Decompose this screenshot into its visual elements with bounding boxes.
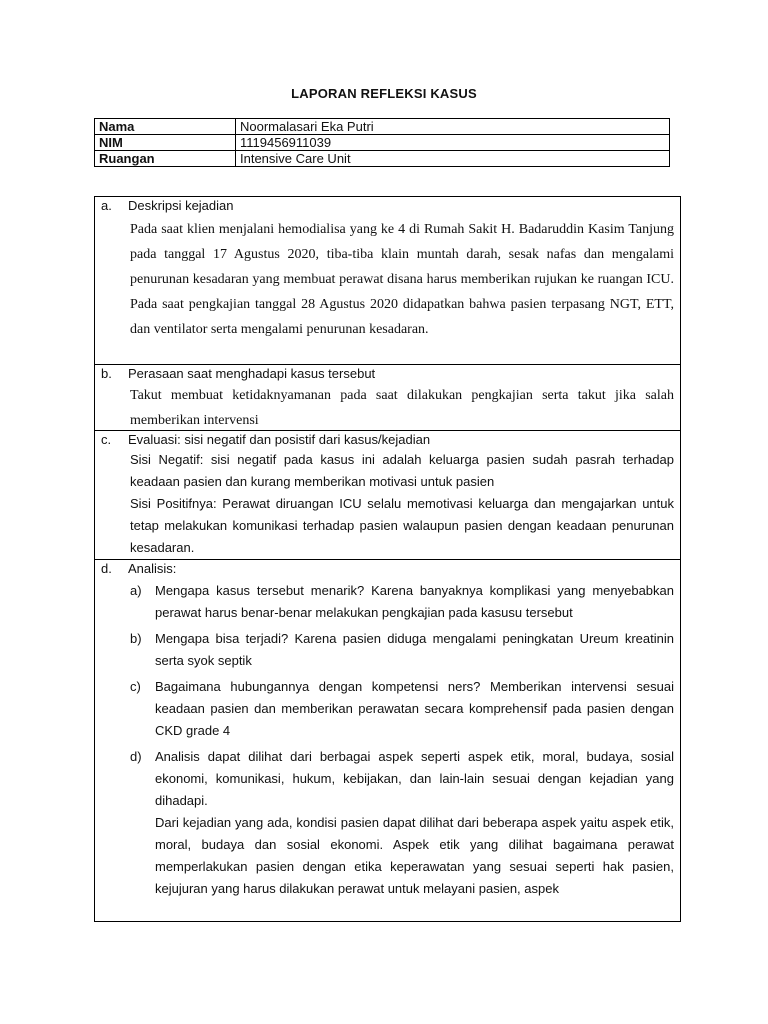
section-header — [95, 197, 680, 215]
negative-side-text: Sisi Negatif: sisi negatif pada kasus ini adalah keluarga pasien sudah pasrah terhadap keadaan pasien dan kurang memberikan motivasi untuk pasien — [130, 452, 674, 489]
list-item — [130, 746, 674, 900]
identity-key: Ruangan — [95, 151, 236, 167]
identity-key: Nama — [95, 119, 236, 135]
section-letter: b. — [101, 366, 112, 381]
identity-key: NIM — [95, 135, 236, 151]
list-marker: c) — [130, 679, 141, 694]
section-letter: a. — [101, 198, 112, 213]
section-evaluation — [95, 431, 680, 560]
list-marker: a) — [130, 583, 142, 598]
section-heading: Analisis: — [128, 561, 177, 576]
positive-side-text: Sisi Positifnya: Perawat diruangan ICU selalu memotivasi keluarga dan mengajarkan untuk tetap melakukan komunikasi terhadap pasien walaupun pasien dengan keadaan penurunan kesadaran. — [130, 496, 674, 555]
section-letter: c. — [101, 432, 112, 447]
section-header — [95, 365, 680, 383]
identity-value: 1119456911039 — [236, 135, 670, 151]
section-heading: Evaluasi: sisi negatif dan posistif dari kasus/kejadian — [128, 432, 431, 447]
section-description — [95, 197, 680, 365]
identity-value: Intensive Care Unit — [236, 151, 670, 167]
identity-table — [94, 118, 670, 167]
section-heading: Deskripsi kejadian — [128, 198, 234, 213]
list-item-text-continued: Dari kejadian yang ada, kondisi pasien dapat dilihat dari beberapa aspek yaitu aspek etik, moral, budaya dan sosial ekonomi. Aspek etik yang dilihat bagaimana perawat memperlakukan pasien dengan etika keperawatan yang sesuai seperti hak pasien, kejujuran yang harus dilakukan perawat untuk melayani pasien, aspek — [155, 815, 674, 896]
list-item-text: Bagaimana hubungannya dengan kompetensi ners? Memberikan intervensi sesuai keadaan pasien dan memberikan perawatan secara komprehensif pada pasien dengan CKD grade 4 — [155, 679, 674, 738]
evaluation-text — [130, 449, 674, 559]
description-text: Pada saat klien menjalani hemodialisa yang ke 4 di Rumah Sakit H. Badaruddin Kasim Tanjung pada tanggal 17 Agustus 2020, tiba-tiba klain muntah darah, sesak nafas dan mengalami penurunan kesadaran yang membuat perawat disana harus memberikan rujukan ke ruangan ICU. Pada saat pengkajian tanggal 28 Agustus 2020 didapatkan bahwa pasien terpasang NGT, ETT, dan ventilator serta mengalami penurunan kesadaran. — [130, 222, 674, 337]
section-header — [95, 560, 680, 578]
report-title: LAPORAN REFLEKSI KASUS — [291, 86, 477, 101]
feelings-text: Takut membuat ketidaknyamanan pada saat dilakukan pengkajian serta takut jika salah memberikan intervensi — [130, 388, 674, 428]
section-letter: d. — [101, 561, 112, 576]
section-analysis — [95, 560, 680, 921]
identity-row-nim — [95, 135, 670, 151]
analysis-list — [130, 580, 674, 900]
list-marker: b) — [130, 631, 142, 646]
identity-row-name — [95, 119, 670, 135]
list-item-text: Mengapa kasus tersebut menarik? Karena banyaknya komplikasi yang menyebabkan perawat harus benar-benar melakukan pengkajian pada kasusu tersebut — [155, 583, 674, 620]
section-heading: Perasaan saat menghadapi kasus tersebut — [128, 366, 376, 381]
reflection-table — [94, 196, 681, 922]
list-item — [130, 676, 674, 742]
identity-row-room — [95, 151, 670, 167]
list-item — [130, 580, 674, 624]
section-header — [95, 431, 680, 449]
list-item-text: Analisis dapat dilihat dari berbagai aspek seperti aspek etik, moral, budaya, sosial ekonomi, komunikasi, hukum, kebijakan, dan lain-lain sesuai dengan kejadian yang dihadapi. — [155, 749, 674, 808]
list-item-text: Mengapa bisa terjadi? Karena pasien diduga mengalami peningkatan Ureum kreatinin serta syok septik — [155, 631, 674, 668]
identity-value: Noormalasari Eka Putri — [236, 119, 670, 135]
section-feelings — [95, 365, 680, 431]
list-item — [130, 628, 674, 672]
list-marker: d) — [130, 749, 142, 764]
